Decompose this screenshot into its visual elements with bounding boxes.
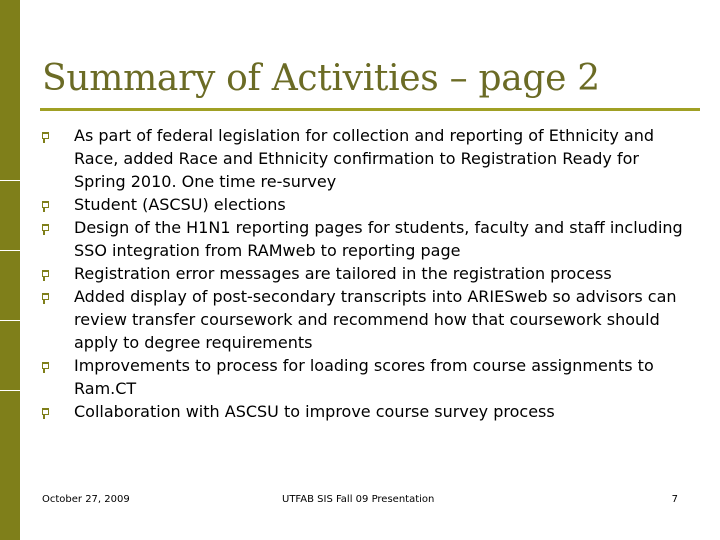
bullet-text: Registration error messages are tailored in the registration process [74,264,612,283]
sidebar-accent-bar [0,0,20,540]
square-bullet-icon [42,362,49,369]
sidebar-divider [0,320,20,321]
bullet-text: Added display of post-secondary transcripts into ARIESweb so advisors can review transfer coursework and recommend how that coursework should apply to degree requirements [74,287,677,352]
footer-page-number: 7 [671,494,678,505]
bullet-text: Improvements to process for loading scores from course assignments to Ram.CT [74,356,654,398]
bullet-text: Student (ASCSU) elections [74,195,286,214]
footer-date: October 27, 2009 [42,494,130,505]
bullet-item [42,285,692,354]
square-bullet-icon [42,224,49,231]
slide-title: Summary of Activities – page 2 [42,58,600,99]
square-bullet-icon [42,201,49,208]
bullet-item [42,193,692,216]
square-bullet-icon [42,293,49,300]
title-underline [40,108,700,111]
bullet-item [42,124,692,193]
sidebar-divider [0,180,20,181]
square-bullet-icon [42,132,49,139]
bullet-item [42,354,692,400]
bullet-item [42,400,692,423]
footer-presentation-title: UTFAB SIS Fall 09 Presentation [282,494,435,505]
bullet-text: As part of federal legislation for collection and reporting of Ethnicity and Race, added Race and Ethnicity confirmation to Registration Ready for Spring 2010. One time re-survey [74,126,654,191]
sidebar-divider [0,390,20,391]
bullet-list [42,124,692,423]
sidebar-divider [0,250,20,251]
square-bullet-icon [42,408,49,415]
bullet-item [42,216,692,262]
square-bullet-icon [42,270,49,277]
bullet-text: Design of the H1N1 reporting pages for students, faculty and staff including SSO integration from RAMweb to reporting page [74,218,683,260]
bullet-item [42,262,692,285]
bullet-text: Collaboration with ASCSU to improve course survey process [74,402,555,421]
